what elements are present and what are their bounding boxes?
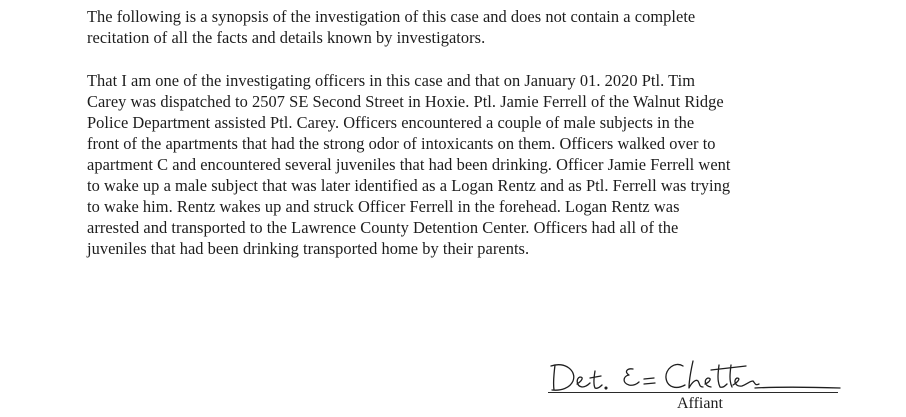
text-line: front of the apartments that had the strong odor of intoxicants on them. Officers walked over to [87,134,716,153]
text-line: That I am one of the investigating officers in this case and that on January 01. 2020 Ptl. Tim [87,71,696,90]
text-line: apartment C and encountered several juveniles that had been drinking. Officer Jamie Ferrell went [87,155,731,174]
text-line: to wake him. Rentz wakes up and struck Officer Ferrell in the forehead. Logan Rentz was [87,197,680,216]
text-line: arrested and transported to the Lawrence County Detention Center. Officers had all of the [87,218,679,237]
handwritten-signature [545,357,845,397]
synopsis-intro-paragraph [87,6,695,48]
text-line: Carey was dispatched to 2507 SE Second Street in Hoxie. Ptl. Jamie Ferrell of the Walnut Ridge [87,92,724,111]
text-line: recitation of all the facts and details known by investigators. [87,28,486,47]
text-line: The following is a synopsis of the investigation of this case and does not contain a complete [87,7,696,26]
investigation-narrative-paragraph [87,70,731,259]
text-line: juveniles that had been drinking transported home by their parents. [87,239,530,258]
text-line: Police Department assisted Ptl. Carey. Officers encountered a couple of male subjects in the [87,113,695,132]
signature-line [548,392,838,393]
text-line: to wake up a male subject that was later identified as a Logan Rentz and as Ptl. Ferrell was trying [87,176,731,195]
affiant-label: Affiant [677,395,723,412]
